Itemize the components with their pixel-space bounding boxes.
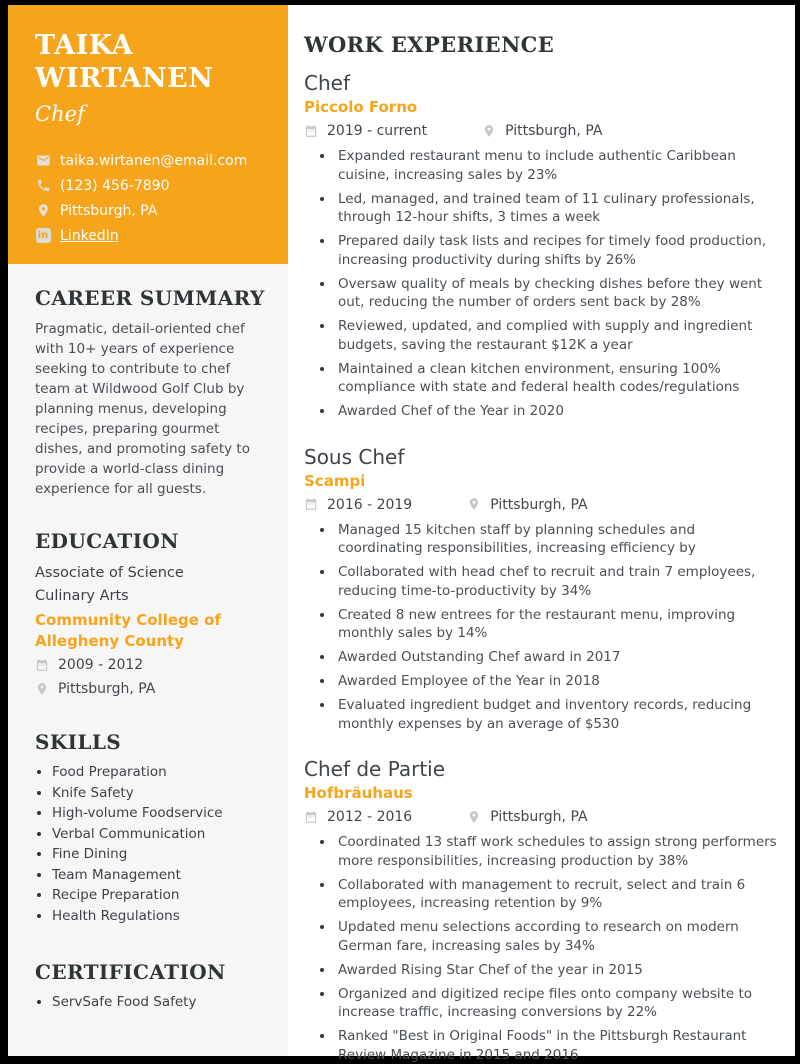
skill-item: • Team Management [52, 865, 268, 885]
contact-row-email [35, 148, 268, 173]
bullet-item: • Reviewed, updated, and complied with supply and ingredient budgets, saving the restaurant $12K a year [335, 317, 781, 354]
resume-page [8, 5, 795, 1063]
linkedin-link[interactable]: LinkedIn [60, 227, 119, 244]
job-dates [304, 123, 427, 139]
bullet-item: • Updated menu selections according to research on modern German fare, increasing sales by 34% [335, 918, 781, 955]
bullet-item: • Collaborated with head chef to recruit and train 7 employees, reducing time-to-productivity by 34% [335, 563, 781, 600]
person-name: TAIKA WIRTANEN [35, 30, 214, 94]
sidebar [8, 5, 288, 1056]
contact-row-linkedin [35, 223, 268, 248]
calendar-icon [35, 658, 50, 673]
contact-list [35, 148, 268, 248]
contact-row-phone [35, 173, 268, 198]
degree-line1: Associate of Science [35, 565, 184, 581]
job-entry [304, 757, 781, 1064]
sidebar-header [8, 5, 288, 264]
job-dates [304, 809, 412, 825]
bullet-item: • Maintained a clean kitchen environment, ensuring 100% compliance with state and federal health codes/regulations [335, 360, 781, 397]
job-title: Chef [304, 71, 350, 95]
sidebar-body [8, 264, 288, 1032]
bullet-item: • Led, managed, and trained team of 11 culinary professionals, through 12-hour shifts, 3 times a week [335, 190, 781, 227]
company-name: Piccolo Forno [304, 98, 418, 116]
bullet-item: • Prepared daily task lists and recipes for timely food production, increasing productivity during shifts by 26% [335, 232, 781, 269]
bullet-item: • Coordinated 13 staff work schedules to assign strong performers more responsibilities, increasing production by 38% [335, 833, 781, 870]
skill-item: • Verbal Communication [52, 824, 268, 844]
skills-heading: SKILLS [35, 730, 122, 754]
job-dates [304, 497, 412, 513]
contact-location: Pittsburgh, PA [60, 202, 158, 219]
certification-item: • ServSafe Food Safety [52, 992, 268, 1012]
bullet-item: • Evaluated ingredient budget and inventory records, reducing monthly expenses by an average of $530 [335, 696, 781, 733]
location-icon [35, 203, 51, 219]
certification-list [35, 992, 268, 1012]
bullet-item: • Awarded Outstanding Chef award in 2017 [335, 648, 781, 667]
calendar-icon [304, 810, 319, 825]
job-entry [304, 445, 781, 734]
phone-icon [35, 178, 51, 194]
bullet-item: • Expanded restaurant menu to include authentic Caribbean cuisine, increasing sales by 23% [335, 147, 781, 184]
bullet-item: • Awarded Chef of the Year in 2020 [335, 402, 781, 421]
calendar-icon [304, 124, 319, 139]
location-icon [467, 810, 482, 825]
bullet-list [304, 521, 781, 734]
job-dates-label: 2012 - 2016 [327, 809, 413, 825]
bullet-item: • Awarded Employee of the Year in 2018 [335, 672, 781, 691]
job-location-label: Pittsburgh, PA [490, 809, 588, 825]
school-name: Community College of Allegheny County [35, 611, 221, 650]
bullet-item: • Ranked "Best in Original Foods" in the Pittsburgh Restaurant Review Magazine in 2015 and 2016 [335, 1027, 781, 1064]
bullet-item: • Awarded Rising Star Chef of the year in 2015 [335, 961, 781, 980]
job-title: Sous Chef [304, 444, 405, 469]
skill-item: • Fine Dining [52, 844, 268, 864]
job-title: Chef de Partie [304, 757, 446, 781]
person-title: Chef [35, 102, 85, 126]
job-meta [304, 495, 781, 515]
job-dates-label: 2016 - 2019 [327, 496, 413, 513]
company-name: Scampi [304, 471, 366, 490]
education-location [35, 678, 268, 700]
degree [35, 562, 268, 608]
degree-line2: Culinary Arts [35, 588, 129, 604]
skill-item: • Health Regulations [52, 906, 268, 926]
skills-list [35, 762, 268, 926]
linkedin-icon: in [35, 228, 51, 244]
bullet-item: • Collaborated with management to recruit, select and train 6 employees, increasing retention by 9% [335, 876, 781, 913]
job-location [467, 497, 587, 513]
skill-item: • Recipe Preparation [52, 885, 268, 905]
education-dates [35, 654, 268, 676]
certification-heading: CERTIFICATION [35, 959, 226, 984]
location-icon [467, 497, 482, 512]
calendar-icon [304, 497, 319, 512]
career-summary-text: Pragmatic, detail-oriented chef with 10+ years of experience seeking to contribute to chef team at Wildwood Golf Club by planning menus, developing recipes, preparing gourmet dishes, and promoting safety to provide a world-class dining experience for all guests. [35, 321, 250, 497]
main-content [288, 5, 795, 1063]
contact-row-location [35, 198, 268, 223]
job-entry [304, 71, 781, 421]
bullet-list [304, 147, 781, 421]
email-icon [35, 153, 51, 169]
job-dates-label: 2019 - current [327, 123, 428, 139]
contact-email: taika.wirtanen@email.com [60, 152, 248, 169]
education-dates-label: 2009 - 2012 [58, 657, 144, 673]
job-location [482, 123, 602, 139]
job-location-label: Pittsburgh, PA [505, 123, 603, 139]
bullet-item: • Created 8 new entrees for the restaurant menu, improving monthly sales by 14% [335, 606, 781, 643]
bullet-item: • Organized and digitized recipe files onto company website to increase traffic, increasing conversions by 22% [335, 985, 781, 1022]
job-meta [304, 121, 781, 141]
location-icon [35, 682, 50, 697]
location-icon [482, 124, 497, 139]
bullet-item: • Managed 15 kitchen staff by planning schedules and coordinating responsibilities, increasing efficiency by [335, 521, 781, 558]
bullet-list [304, 833, 781, 1064]
job-location-label: Pittsburgh, PA [490, 496, 588, 513]
skill-item: • Food Preparation [52, 762, 268, 782]
job-meta [304, 807, 781, 827]
skill-item: • High-volume Foodservice [52, 803, 268, 823]
contact-phone: (123) 456-7890 [60, 177, 170, 194]
job-location [467, 809, 587, 825]
work-experience-heading: WORK EXPERIENCE [304, 32, 555, 57]
education-location-label: Pittsburgh, PA [58, 681, 156, 697]
education-heading: EDUCATION [35, 529, 179, 553]
skill-item: • Knife Safety [52, 783, 268, 803]
bullet-item: • Oversaw quality of meals by checking dishes before they went out, reducing the number of orders sent back by 28% [335, 275, 781, 312]
company-name: Hofbräuhaus [304, 784, 413, 802]
career-summary-heading: CAREER SUMMARY [35, 286, 265, 310]
